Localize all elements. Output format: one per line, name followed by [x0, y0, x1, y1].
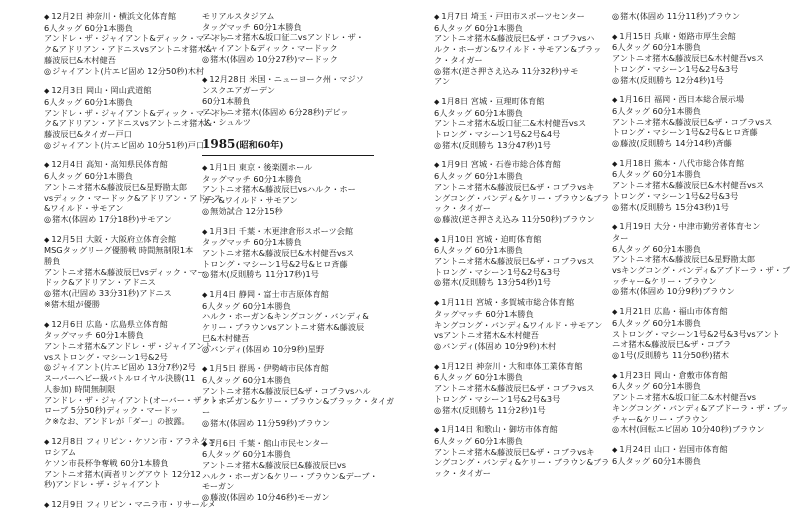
match-result: ◎ 猪木(体固め 10分27秒)マードック [202, 54, 374, 65]
event-date-venue: ◆ 1月3日 千葉・木更津倉形スポーツ会館 [202, 226, 374, 238]
match-detail-line: 6人タッグ 60分1本勝負 [434, 372, 523, 383]
match-result: ◎ バンディ(体固め 10分9秒)星野 [202, 344, 374, 355]
match-detail-line: ッチャー&ケリー・ブラウン [612, 275, 717, 286]
match-detail-line: アントニオ猪木&坂口征二&木村健吾vs [612, 392, 757, 403]
match-entry [44, 499, 222, 511]
match-note: ク※なお、アンドレが「ダー」の披露。 [44, 415, 190, 426]
match-entry [434, 424, 612, 479]
match-result: ◎ ジャイアント(片エビ固め 10分51秒)戸口 [44, 140, 222, 151]
match-detail-line: 6人タッグ 60分1本勝負 [612, 381, 701, 392]
match-detail-line: アントニオ猪木&藤波辰巳&木村健吾vsス [612, 180, 765, 191]
event-date-venue: ◆ 1月10日 宮城・迫町体育館 [434, 234, 612, 246]
match-entry [44, 159, 222, 224]
event-date-venue: ◆ 1月5日 群馬・伊勢崎市民体育館 [202, 363, 374, 375]
match-detail-line: アンドレ・ザ・ジャイアント&ディック・マードッ [44, 107, 229, 118]
match-note: アン [434, 76, 451, 87]
match-detail-line: ク&アドリアン・アドニスvsアントニオ猪木& [44, 44, 212, 55]
match-result: ◎ 猪木(反則勝ち 13分54秒)1号 [434, 277, 612, 288]
match-detail-line: MSGタッグリーグ優勝戦 時間無制限1本 [44, 245, 194, 256]
match-detail-line: ケソン市長杯争奪戦 60分1本勝負 [44, 458, 169, 469]
event-date-venue: ◆ 12月5日 大阪・大阪府立体育会館 [44, 234, 222, 246]
year-number: 1985 [202, 137, 236, 152]
event-date-venue: ◆ 12月3日 岡山・岡山武道館 [44, 85, 222, 97]
match-detail-line: ロシアム [44, 447, 77, 458]
match-detail-line: タッグマッチ 60分1本勝負 [44, 330, 144, 341]
match-detail-line: アントニオ猪木&藤波辰巳vsハルク・ホー [202, 184, 356, 195]
match-result: ◎ 猪木(逆さ押さえ込み 11分32秒)サモ [434, 66, 612, 77]
event-date-venue: ◆ 12月2日 神奈川・横浜文化体育館 [44, 11, 222, 23]
match-entry [612, 11, 798, 22]
match-entry [612, 370, 798, 435]
match-note: ※猪木組が優勝 [44, 298, 100, 309]
match-detail-line: ック・タイガー [434, 468, 491, 479]
match-detail-line: トロング・マシーン1号&2号&3号 [612, 190, 739, 201]
match-result: ◎ 猪木(反則勝ち 15分43秒)1号 [612, 202, 798, 213]
match-result: ◎ 藤波(逆さ押さえ込み 11分50秒)ブラウン [434, 214, 612, 225]
match-note: 人参加) 時間無制限 [44, 383, 116, 394]
column-4 [612, 11, 798, 475]
match-result: ◎ 木村(回転エビ固め 10分40秒)ブラウン [612, 424, 798, 435]
match-detail-line: アントニオ猪木(両者リングアウト 12分12 [44, 468, 201, 479]
match-entry [434, 11, 612, 87]
event-date-venue: ◆ 1月16日 福岡・西日本総合展示場 [612, 94, 798, 106]
match-entry [202, 363, 395, 428]
match-detail-line: アントニオ猪木&藤波辰巳&星野勘太郎 [612, 254, 756, 265]
match-detail-line: ングコング・バンディ&ケリー・ブラウン&ブラ [434, 457, 610, 468]
match-detail-line: ニオ猪木&藤波辰巳&ザ・コブラ [612, 339, 732, 350]
match-detail-line: 6人タッグ 60分1本勝負 [612, 317, 701, 328]
match-detail-line: ック・タイガー [434, 203, 491, 214]
match-detail-line: ルク・ホーガン&ワイルド・サモアン&ブラッ [434, 44, 602, 55]
match-detail-line: ク・タイガー [434, 54, 483, 65]
match-detail-line: トロング・マシーン1号&2号&3号 [612, 63, 739, 74]
match-entry [612, 221, 798, 297]
match-detail-line: キングコング・バンディ&アブドーラ・ザ・ブッ [612, 402, 789, 413]
match-detail-line: アントニオ猪木&藤波辰巳&ザ・コブラvsキ [434, 181, 595, 192]
match-result: ◎ 藤波(反則勝ち 14分14秒)斉藤 [612, 138, 798, 149]
match-detail-line: 6人タッグ 60分1本勝負 [202, 300, 291, 311]
match-result: ◎ 猪木(体固め 17分18秒)サモアン [44, 214, 222, 225]
match-note: アンドレ・ザ・ジャイアント(オーバー・ザ・トップ [44, 394, 234, 405]
match-detail-line: モリアルスタジアム [202, 11, 275, 21]
match-detail-line: 巳&木村健吾 [202, 332, 250, 343]
match-detail-line: 6人タッグ 60分1本勝負 [434, 245, 523, 256]
match-detail-line: 60分1本勝負 [202, 95, 251, 106]
match-result: ◎ 猪木(体固め 11分59秒)ブラウン [202, 418, 374, 429]
year-era: (昭和60年) [235, 141, 284, 152]
match-detail-line: トロング・マシーン1号&2号&3号 [434, 393, 561, 404]
match-detail-line: タッグマッチ 60分1本勝負 [202, 237, 302, 248]
match-detail-line: 秒)アンドレ・ザ・ジャイアント [44, 479, 161, 490]
match-entry [612, 444, 798, 466]
match-detail-line: ー [202, 407, 211, 418]
match-detail-line: 6人タッグ 60分1本勝負 [612, 42, 701, 53]
match-detail-line: 藤波辰巳&タイガー戸口 [44, 129, 132, 140]
column-2 [202, 11, 395, 512]
event-date-venue: ◆ 1月1日 東京・後楽園ホール [202, 162, 374, 174]
match-result: ◎ 猪木(体固め 11分11秒)ブラウン [612, 11, 798, 22]
event-date-venue: ◆ 1月18日 熊本・八代市総合体育館 [612, 158, 798, 170]
match-entry [44, 436, 222, 491]
match-detail-line: 勝負 [44, 256, 61, 267]
event-date-venue: ◆ 12月6日 広島・広島県立体育館 [44, 319, 222, 331]
event-date-venue: ◆ 12月8日 フィリピン・ケソン市・アラネタコ [44, 436, 222, 448]
event-date-venue: ◆ 12月28日 米国・ニューヨーク州・マジソ [202, 74, 374, 86]
match-entry [612, 158, 798, 213]
event-date-venue: ◆ 1月9日 宮城・石巻市総合体育館 [434, 159, 612, 171]
match-entry [202, 226, 374, 281]
match-detail-line: ケリー・ブラウンvsアントニオ猪木&藤波辰 [202, 322, 365, 333]
match-detail-line: ク&アドリアン・アドニスvsアントニオ猪木& [44, 118, 212, 129]
match-detail-line: タッグマッチ 60分1本勝負 [434, 308, 534, 319]
match-detail-line: アンドレ・ザ・ジャイアント&ディック・マードッ [44, 33, 229, 44]
match-detail-line: ド・シュルツ [202, 117, 251, 128]
match-entry [44, 11, 229, 76]
match-detail-line: 6人タッグ 60分1本勝負 [44, 171, 133, 182]
match-detail-line: ハルク・ホーガン&ケリー・ブラウン&デーブ・ [202, 470, 378, 481]
match-detail-line: アントニオ猪木&藤波辰巳vsディック・マー [44, 266, 206, 277]
match-result: ◎ バンディ(体固め 10分9秒)木村 [434, 341, 612, 352]
match-entry [202, 289, 374, 354]
match-detail-line: トロング・マシーン1号&2号&3号 [434, 266, 561, 277]
match-result: ◎ 猪木(反則勝ち 11分17秒)1号 [202, 269, 374, 280]
match-detail-line: 6人タッグ 60分1本勝負 [44, 22, 133, 33]
match-detail-line: アントニオ猪木&藤波辰巳&ザ・コブラvsハ [434, 33, 595, 44]
match-entry [202, 11, 374, 65]
event-date-venue: ◆ 1月7日 埼玉・戸田市スポーツセンター [434, 11, 612, 23]
match-detail-line: アントニオ猪木&藤波辰巳&ザ・コブラvsス [612, 116, 773, 127]
match-detail-line: アントニオ猪木&坂口征二vsアンドレ・ザ・ [202, 32, 364, 43]
match-detail-line: タッグマッチ 60分1本勝負 [202, 173, 302, 184]
match-detail-line: タッグマッチ 60分1本勝負 [202, 21, 302, 32]
match-detail-line: &ワイルド・サモアン [44, 203, 124, 214]
match-detail-line: 6人タッグ 60分1本勝負 [612, 169, 701, 180]
match-entry [202, 74, 374, 129]
event-date-venue: ◆ 12月9日 フィリピン・マニラ市・リサールメ [44, 499, 222, 511]
match-detail-line: アントニオ猪木&アンドレ・ザ・ジャイアント [44, 340, 213, 351]
match-detail-line: 6人タッグ 60分1本勝負 [202, 449, 291, 460]
match-detail-line: 6人タッグ 60分1本勝負 [434, 435, 523, 446]
match-result: ◎ ジャイアント(片エビ固め 12分50秒)木村 [44, 66, 222, 77]
match-result: ◎ 猪木(反則勝ち 12分4秒)1号 [612, 75, 798, 86]
match-result: ◎ 猪木(反則勝ち 13分47秒)1号 [434, 140, 612, 151]
match-detail-line: 6人タッグ 60分1本勝負 [434, 22, 523, 33]
match-result: ◎ 無効試合 12分15秒 [202, 206, 374, 217]
match-detail-line: 6人タッグ 60分1本勝負 [44, 96, 133, 107]
match-detail-line: 6人タッグ 60分1本勝負 [434, 107, 523, 118]
event-date-venue: ◆ 1月4日 静岡・富士市吉原体育館 [202, 289, 374, 301]
match-detail-line: トロング・マシーン1号&2号&4号 [434, 129, 561, 140]
match-detail-line: ストロング・マシーン1号&2号&3号vsアント [612, 328, 780, 339]
match-detail-line: ガン&ワイルド・サモアン [202, 195, 298, 206]
match-detail-line: アントニオ猪木&藤波辰巳&星野勘太郎 [44, 181, 188, 192]
match-detail-line: ハルク・ホーガン&キングコング・バンディ& [202, 311, 369, 322]
event-date-venue: ◆ 1月14日 和歌山・御坊市体育館 [434, 424, 612, 436]
match-detail-line: ンスクエアガーデン [202, 85, 276, 96]
match-result: ◎ 藤波(体固め 10分46秒)モーガン [202, 492, 374, 503]
column-3 [434, 11, 612, 488]
event-date-venue: ◆ 1月8日 宮城・亘理町体育館 [434, 96, 612, 108]
match-result: ◎ ジャイアント(片エビ固め 13分7秒)2号 [44, 362, 222, 373]
match-detail-line: トロング・マシーン1号&2号&ヒロ斉藤 [202, 258, 348, 269]
match-detail-line: ジャイアント&ディック・マードック [202, 43, 338, 54]
match-entry [434, 234, 612, 289]
match-result: ◎ 猪木(卍固め 33分31秒)アドニス [44, 288, 222, 299]
match-entry [202, 162, 374, 217]
event-date-venue: ◆ 1月24日 山口・岩国市体育館 [612, 444, 798, 456]
match-entry [612, 94, 798, 149]
match-detail-line: トロング・マシーン1号&2号&ヒロ斉藤 [612, 127, 758, 138]
match-detail-line: アントニオ猪木&藤波辰巳&ザ・コブラvsス [434, 383, 595, 394]
match-note: ロープ 5分50秒)ディック・マードッ [44, 405, 179, 416]
match-entry [434, 361, 612, 416]
match-detail-line: キングコング・バンディ&ワイルド・サモアン [434, 319, 603, 330]
match-detail-line: vsストロング・マシーン1号&2号 [44, 351, 168, 362]
event-date-venue: ◆ 1月6日 千葉・館山市民センター [202, 438, 374, 450]
match-detail-line: 6人タッグ 60分1本勝負 [612, 243, 701, 254]
match-detail-line: アントニオ猪木&藤波辰巳&木村健吾vsス [612, 53, 765, 64]
match-entry [612, 31, 798, 86]
match-entry [202, 437, 378, 503]
match-detail-line: 藤波辰巳&木村健吾 [44, 54, 116, 65]
match-detail-line: アントニオ猪木(体固め 6分28秒)デビッ [202, 106, 349, 117]
match-result: ◎ 猪木(反則勝ち 11分2秒)1号 [434, 405, 612, 416]
match-detail-line: ングコング・バンディ&ケリー・ブラウン&ブラ [434, 192, 610, 203]
match-entry [434, 297, 612, 352]
match-detail-line: vsアントニオ猪木&木村健吾 [434, 330, 539, 341]
match-result: ◎ 1号(反則勝ち 11分50秒)猪木 [612, 350, 798, 361]
match-entry [434, 159, 612, 224]
match-detail-line: モーガン [202, 481, 235, 492]
match-detail-line: アントニオ猪木&藤波辰巳&ザ・コブラvsス [434, 256, 595, 267]
year-heading [202, 137, 374, 156]
match-detail-line: アントニオ猪木&坂口征二&木村健吾vsス [434, 118, 587, 129]
match-detail-line: 6人タッグ 60分1本勝負 [612, 105, 701, 116]
match-entry [434, 96, 612, 151]
match-detail-line: チャー&ケリー・ブラウン [612, 413, 709, 424]
event-date-venue: ◆ 1月19日 大分・中津市勤労者体育セン [612, 221, 798, 233]
match-entry [44, 234, 222, 310]
match-detail-line: 6人タッグ 60分1本勝負 [612, 455, 701, 466]
match-result: ◎ 猪木(体固め 10分9秒)ブラウン [612, 286, 798, 297]
match-detail-line: vsディック・マードック&アドリアン・アドニス [44, 192, 222, 203]
match-detail-line: アントニオ猪木&藤波辰巳&木村健吾vsス [202, 247, 355, 258]
match-detail-line: 6人タッグ 60分1本勝負 [434, 171, 523, 182]
match-note: スーパーヘビー級バトルロイヤル決勝(11 [44, 373, 196, 384]
match-detail-line: ドック&アドリアン・アドニス [44, 277, 156, 288]
event-date-venue: ◆ 1月11日 宮城・多賀城市総合体育館 [434, 297, 612, 309]
match-detail-line: 6人タッグ 60分1本勝負 [202, 374, 291, 385]
match-detail-line: vsキングコング・バンディ&アブドーラ・ザ・ブ [612, 265, 791, 276]
event-date-venue: ◆ 1月12日 神奈川・大和車体工業体育館 [434, 361, 612, 373]
match-detail-line: アントニオ猪木&藤波辰巳&ザ・コブラvsキ [434, 446, 595, 457]
match-detail-line: アントニオ猪木&藤波辰巳&藤波辰巳vs [202, 459, 347, 470]
event-date-venue: ◆ 1月23日 岡山・倉敷市体育館 [612, 370, 798, 382]
match-entry [612, 306, 798, 361]
match-detail-line: ク・ホーガン&ケリー・ブラウン&ブラック・タイガ [202, 396, 395, 407]
match-detail-line: アントニオ猪木&藤波辰巳&ザ・コブラvsハル [202, 385, 371, 396]
match-detail-line: ター [612, 232, 629, 243]
event-date-venue: ◆ 1月15日 兵庫・姫路市厚生会館 [612, 31, 798, 43]
event-date-venue: ◆ 1月21日 広島・福山市体育館 [612, 306, 798, 318]
event-date-venue: ◆ 12月4日 高知・高知県民体育館 [44, 159, 222, 171]
